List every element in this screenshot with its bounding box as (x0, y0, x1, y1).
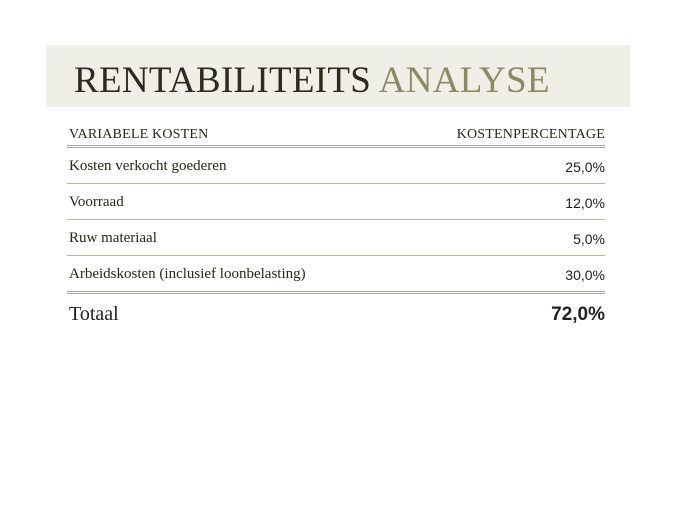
row-value: 25,0% (565, 159, 605, 175)
title-part-1: RENTABILITEITS (74, 60, 372, 101)
table-row (67, 148, 605, 184)
row-label: Voorraad (69, 194, 124, 210)
table-row (67, 184, 605, 220)
row-label: Ruw materiaal (69, 230, 157, 246)
page-title (74, 61, 550, 101)
row-value: 5,0% (573, 231, 605, 247)
total-row (67, 294, 605, 330)
title-band (46, 45, 630, 107)
column-header-clip (449, 124, 605, 145)
total-label: Totaal (69, 303, 119, 325)
table-row (67, 220, 605, 256)
column-header-cost-percentage: KOSTENPERCENTAGE (456, 127, 605, 142)
total-value: 72,0% (551, 304, 605, 325)
table-header-row (67, 124, 605, 148)
column-header-variable-costs: VARIABELE KOSTEN (69, 127, 209, 142)
row-value: 12,0% (565, 195, 605, 211)
variable-costs-table (67, 124, 605, 330)
table-row (67, 256, 605, 294)
row-label: Kosten verkocht goederen (69, 158, 227, 174)
row-label: Arbeidskosten (inclusief loonbelasting) (69, 266, 306, 282)
title-part-2: ANALYSE (378, 60, 550, 101)
row-value: 30,0% (565, 267, 605, 283)
